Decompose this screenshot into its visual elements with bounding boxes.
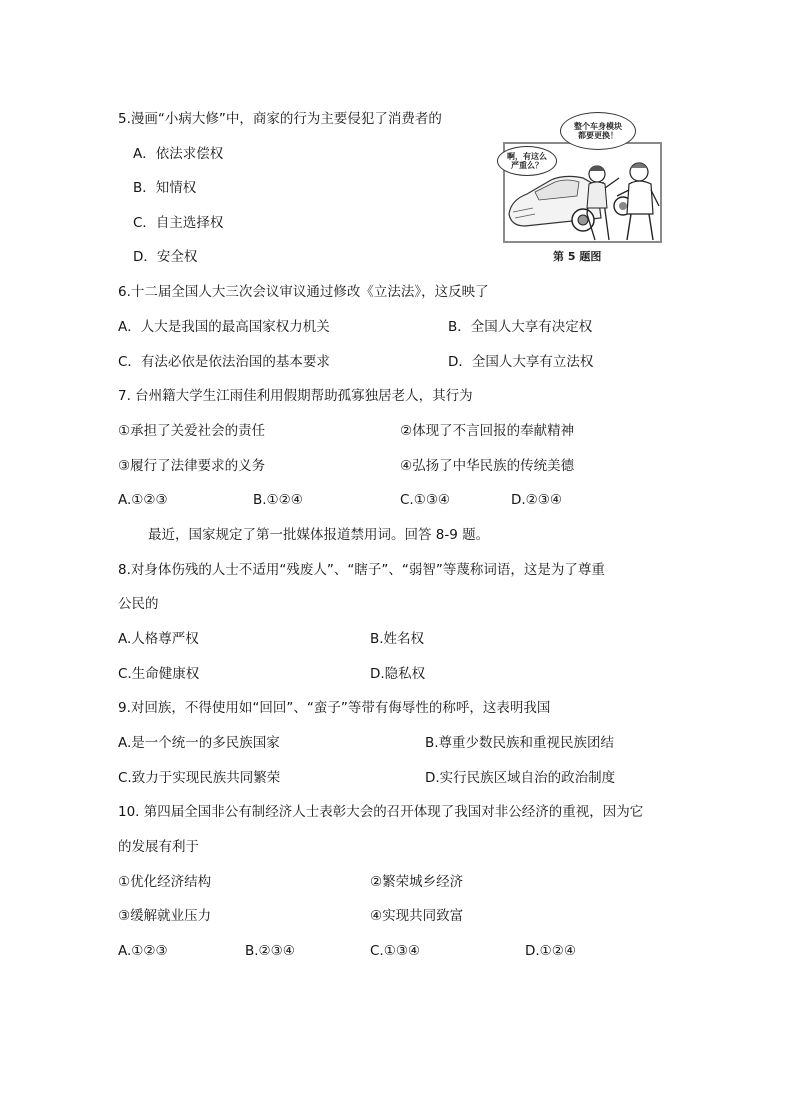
q10-option-b[interactable]: B.②③④	[245, 943, 295, 959]
q5-option-b[interactable]: B．知情权	[133, 180, 197, 196]
q8-option-c[interactable]: C.生命健康权	[118, 666, 200, 682]
q7-option-d[interactable]: D.②③④	[511, 492, 562, 508]
bubble-customer-line1: 啊，有这么	[507, 152, 547, 161]
q10-statement-2: ②繁荣城乡经济	[370, 874, 464, 890]
q10-option-a[interactable]: A.①②③	[118, 943, 168, 959]
q8-option-b[interactable]: B.姓名权	[370, 631, 425, 647]
q7-statement-4: ④弘扬了中华民族的传统美德	[400, 458, 575, 474]
bubble-mechanic-line2: 都要更换！	[578, 131, 618, 140]
q5-stem: 5.漫画“小病大修”中，商家的行为主要侵犯了消费者的	[118, 111, 442, 127]
q10-stem-line1: 10. 第四届全国非公有制经济人士表彰大会的召开体现了我国对非公经济的重视，因为它	[118, 804, 644, 820]
q9-stem: 9.对回族，不得使用如“回回”、“蛮子”等带有侮辱性的称呼，这表明我国	[118, 700, 551, 716]
q10-option-d[interactable]: D.①②④	[525, 943, 576, 959]
q7-stem: 7. 台州籍大学生江雨佳利用假期帮助孤寡独居老人，其行为	[118, 388, 473, 404]
q5-option-a[interactable]: A．依法求偿权	[133, 146, 224, 162]
q6-option-b[interactable]: B．全国人大享有决定权	[448, 319, 593, 335]
q8-stem-line2: 公民的	[118, 596, 159, 612]
q8-option-d[interactable]: D.隐私权	[370, 666, 426, 682]
speech-bubble-customer	[497, 146, 557, 176]
bubble-mechanic-line1: 整个车身模块	[574, 122, 622, 131]
material-8-9: 最近，国家规定了第一批媒体报道禁用词。回答 8-9 题。	[148, 527, 490, 543]
q6-stem: 6.十二届全国人大三次会议审议通过修改《立法法》，这反映了	[118, 284, 489, 300]
q7-statement-2: ②体现了不言回报的奉献精神	[400, 423, 575, 439]
q8-stem-line1: 8.对身体伤残的人士不适用“残废人”、“瞎子”、“弱智”等蔑称词语，这是为了尊重	[118, 562, 605, 578]
q10-statement-4: ④实现共同致富	[370, 908, 464, 924]
figure-caption: 第 5 题图	[553, 250, 602, 263]
q10-statement-1: ①优化经济结构	[118, 874, 212, 890]
q9-option-a[interactable]: A.是一个统一的多民族国家	[118, 735, 280, 751]
q9-option-b[interactable]: B.尊重少数民族和重视民族团结	[425, 735, 615, 751]
q7-option-a[interactable]: A.①②③	[118, 492, 168, 508]
speech-bubble-mechanic	[560, 112, 636, 150]
q7-statement-3: ③履行了法律要求的义务	[118, 458, 266, 474]
q5-option-c[interactable]: C．自主选择权	[133, 215, 224, 231]
q6-option-a[interactable]: A．人大是我国的最高国家权力机关	[118, 319, 330, 335]
q8-option-a[interactable]: A.人格尊严权	[118, 631, 199, 647]
q6-option-c[interactable]: C．有法必依是依法治国的基本要求	[118, 354, 330, 370]
q9-option-c[interactable]: C.致力于实现民族共同繁荣	[118, 770, 281, 786]
q7-statement-1: ①承担了关爱社会的责任	[118, 423, 266, 439]
q10-option-c[interactable]: C.①③④	[370, 943, 421, 959]
bubble-customer-line2: 严重么？	[511, 161, 543, 170]
q9-option-d[interactable]: D.实行民族区域自治的政治制度	[425, 770, 616, 786]
q10-statement-3: ③缓解就业压力	[118, 908, 212, 924]
q7-option-c[interactable]: C.①③④	[400, 492, 451, 508]
q5-option-d[interactable]: D．安全权	[133, 249, 198, 265]
q10-stem-line2: 的发展有利于	[118, 839, 199, 855]
q7-option-b[interactable]: B.①②④	[253, 492, 303, 508]
q6-option-d[interactable]: D．全国人大享有立法权	[448, 354, 594, 370]
